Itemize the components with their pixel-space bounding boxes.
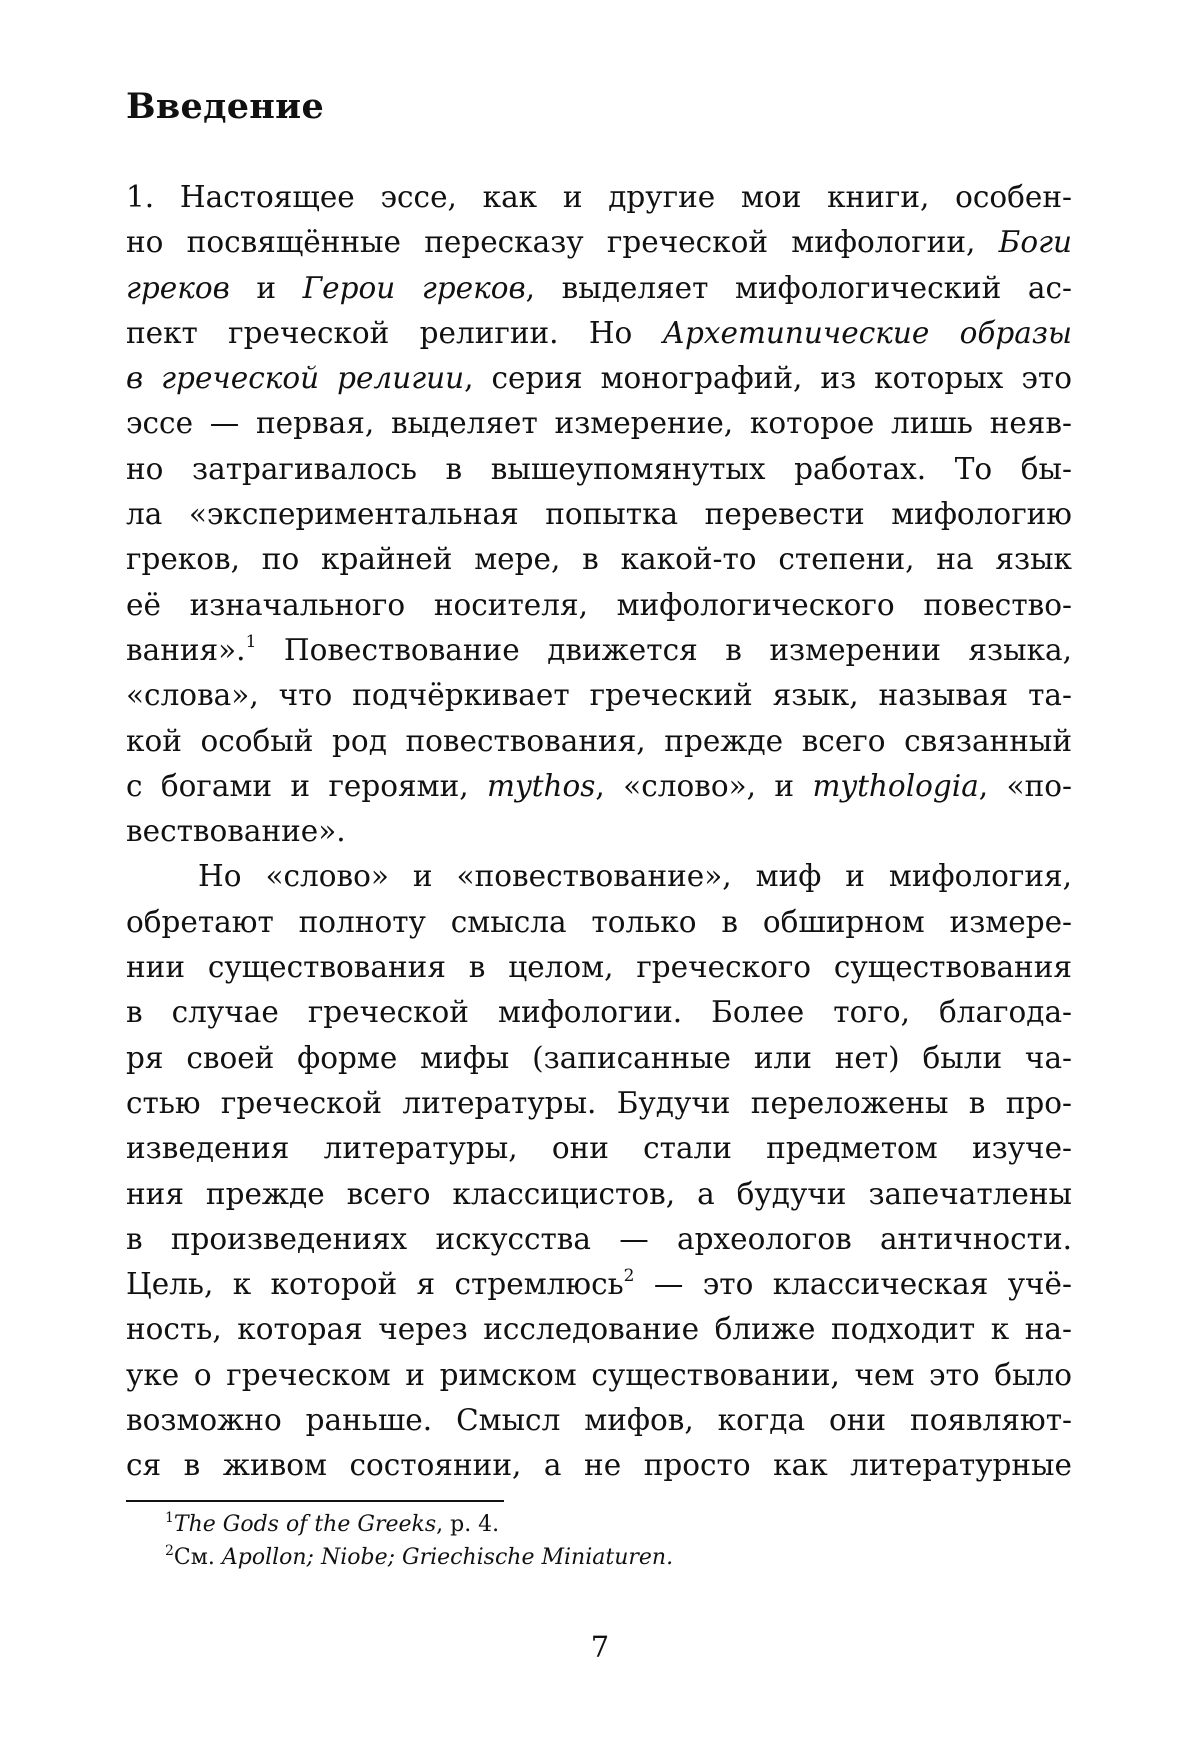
text-line xyxy=(126,1217,1072,1262)
text-line xyxy=(126,854,1072,899)
footnote-text: См. xyxy=(173,1545,222,1570)
text-line xyxy=(126,1036,1072,1081)
text-span: стью греческой литературы. Будучи переложены в про- xyxy=(126,1085,1072,1120)
text-line xyxy=(126,175,1072,220)
text-span: возможно раньше. Смысл мифов, когда они появляют- xyxy=(126,1403,1072,1438)
text-line xyxy=(126,1081,1072,1126)
text-span: 1. Настоящее эссе, как и другие мои книги, особен- xyxy=(126,180,1072,214)
text-span: но затрагивалось в вышеупомянутых работах. То бы- xyxy=(126,451,1072,486)
text-span: — это классическая учё- xyxy=(634,1267,1072,1302)
text-line xyxy=(126,673,1072,718)
text-span: вествование». xyxy=(126,814,346,849)
text-span: и xyxy=(229,270,303,305)
footnote-title: The Gods of the Greeks xyxy=(173,1512,437,1537)
text-span: ния прежде всего классицистов, а будучи запечатлены xyxy=(126,1176,1072,1211)
text-span: ся в живом состоянии, а не просто как литературные xyxy=(126,1448,1072,1483)
text-span: , «по- xyxy=(978,768,1072,803)
text-span: греков, по крайней мере, в какой-то степени, на язык xyxy=(126,542,1072,577)
footnote-title: Apollon; Niobe; Griechische Miniaturen. xyxy=(221,1545,674,1570)
text-span: с богами и героями, xyxy=(126,768,487,803)
footnote-ref: 1 xyxy=(245,631,257,652)
text-line xyxy=(126,447,1072,492)
text-line xyxy=(126,266,1072,311)
footnote-2 xyxy=(165,1541,673,1574)
text-line xyxy=(126,1172,1072,1217)
page-number: 7 xyxy=(590,1630,610,1664)
text-span: обретают полноту смысла только в обширном измере- xyxy=(126,904,1072,939)
text-line xyxy=(126,809,1072,854)
text-line xyxy=(126,311,1072,356)
text-line xyxy=(126,401,1072,446)
text-span: , серия монографий, из которых это xyxy=(464,361,1072,396)
text-line xyxy=(126,945,1072,990)
italic-title: греков xyxy=(126,270,230,305)
text-line xyxy=(126,492,1072,537)
text-line xyxy=(126,719,1072,764)
text-span: пект греческой религии. Но xyxy=(126,315,663,350)
text-span: , «слово», и xyxy=(595,768,813,803)
text-line xyxy=(126,537,1072,582)
text-span: , выделяет мифологический ас- xyxy=(525,270,1073,305)
italic-title: Боги xyxy=(998,225,1072,260)
text-span: ность, которая через исследование ближе подходит к на- xyxy=(126,1312,1072,1347)
text-line xyxy=(126,900,1072,945)
text-span: ря своей форме мифы (записанные или нет) были ча- xyxy=(126,1040,1072,1075)
text-span: но посвящённые пересказу греческой мифологии, xyxy=(126,225,976,260)
text-line xyxy=(126,1398,1072,1443)
text-line xyxy=(126,583,1072,628)
text-line xyxy=(126,1307,1072,1352)
text-span: Но «слово» и «повествование», миф и мифология, xyxy=(198,859,1072,894)
italic-term: mythologia xyxy=(812,768,979,803)
text-line xyxy=(126,990,1072,1035)
text-line xyxy=(126,764,1072,809)
text-span: ла «экспериментальная попытка перевести мифологию xyxy=(126,497,1072,532)
text-line xyxy=(126,628,1072,673)
text-line xyxy=(126,1126,1072,1171)
footnote-mark: 2 xyxy=(165,1543,174,1559)
text-span: в случае греческой мифологии. Более того, благода- xyxy=(126,995,1072,1030)
footnote-1 xyxy=(165,1508,673,1541)
text-line xyxy=(126,220,1072,265)
text-line xyxy=(126,1443,1072,1488)
footnote-text: , p. 4. xyxy=(436,1512,500,1537)
text-line xyxy=(126,1353,1072,1398)
body-text xyxy=(126,175,1072,1489)
text-span: кой особый род повествования, прежде всего связанный xyxy=(126,723,1072,758)
text-span: в произведениях искусства — археологов античности. xyxy=(126,1221,1072,1256)
footnote-ref: 2 xyxy=(623,1266,635,1287)
text-span: уке о греческом и римском существовании, чем это было xyxy=(126,1357,1072,1392)
text-span: Цель, к которой я стремлюсь xyxy=(126,1267,624,1302)
text-span: изведения литературы, они стали предметом изуче- xyxy=(126,1131,1072,1166)
text-span: Повествование движется в измерении языка, xyxy=(256,632,1072,667)
text-span: «слова», что подчёркивает греческий язык, называя та- xyxy=(126,678,1072,713)
footnote-divider xyxy=(126,1500,504,1502)
text-span: эссе — первая, выделяет измерение, которое лишь неяв- xyxy=(126,406,1072,441)
italic-title: Архетипические образы xyxy=(662,315,1072,350)
text-span: вания». xyxy=(126,632,246,667)
italic-term: mythos xyxy=(487,768,596,803)
text-line xyxy=(126,1262,1072,1307)
italic-title: Герои греков xyxy=(302,270,526,305)
footnote-mark: 1 xyxy=(165,1510,174,1526)
text-line xyxy=(126,356,1072,401)
italic-title: в греческой религии xyxy=(126,361,465,396)
text-span: её изначального носителя, мифологического повество- xyxy=(126,587,1072,622)
footnotes xyxy=(165,1508,673,1574)
chapter-heading: Введение xyxy=(126,86,325,127)
text-span: нии существования в целом, греческого существования xyxy=(126,950,1072,985)
